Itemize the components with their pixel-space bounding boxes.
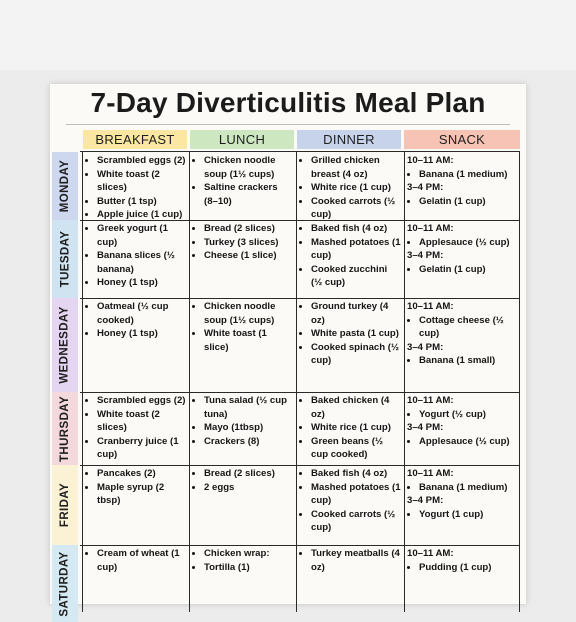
snack-item: • Yogurt (½ cup) <box>419 408 517 422</box>
meal-item: • Tuna salad (½ cup tuna) <box>204 394 293 421</box>
snack-item: • Banana (1 small) <box>419 354 517 368</box>
snack-item: • Yogurt (1 cup) <box>419 508 517 522</box>
dinner-list <box>299 467 401 535</box>
meal-item: • Baked chicken (4 oz) <box>311 394 401 421</box>
meal-item: • 2 eggs <box>204 481 293 495</box>
snack-list <box>407 561 517 575</box>
lunch-list <box>192 467 293 494</box>
day-name: SATURDAY <box>59 550 71 617</box>
meal-item: • Apple juice (1 cup) <box>97 208 186 222</box>
day-name: TUESDAY <box>59 230 72 288</box>
snack-list <box>407 481 517 495</box>
breakfast-cell-wednesday <box>82 298 189 392</box>
meal-item: • Chicken wrap: <box>204 547 293 561</box>
meal-item: • Ground turkey (4 oz) <box>311 300 401 327</box>
meal-item: • Chicken noodle soup (1½ cups) <box>204 300 293 327</box>
page-title: 7-Day Diverticulitis Meal Plan <box>90 87 486 118</box>
snack-time-label: 3–4 PM: <box>407 422 444 434</box>
meal-item: • Turkey (3 slices) <box>204 236 293 250</box>
meal-item: • Saltine crackers (8–10) <box>204 181 293 208</box>
snack-cell-saturday <box>404 545 520 622</box>
breakfast-list <box>85 222 186 290</box>
meal-item: • Grilled chicken breast (4 oz) <box>311 154 401 181</box>
day-label-tuesday <box>52 220 78 298</box>
lunch-cell-wednesday <box>189 298 296 392</box>
day-label-monday <box>52 152 78 220</box>
snack-list <box>407 236 517 250</box>
dinner-list <box>299 547 401 574</box>
lunch-cell-saturday <box>189 545 296 622</box>
lunch-list <box>192 394 293 448</box>
breakfast-list <box>85 300 186 341</box>
snack-list <box>407 195 517 209</box>
lunch-list <box>192 154 293 208</box>
snack-time-label: 10–11 AM: <box>407 223 454 234</box>
meal-item: • Butter (1 tsp) <box>97 195 186 209</box>
dinner-list <box>299 154 401 222</box>
snack-cell-tuesday <box>404 220 520 298</box>
meal-item: • Cream of wheat (1 cup) <box>97 547 186 574</box>
snack-time-label: 3–4 PM: <box>407 495 444 507</box>
lunch-cell-friday <box>189 465 296 545</box>
dinner-cell-friday <box>296 465 404 545</box>
snack-item: • Gelatin (1 cup) <box>419 195 517 209</box>
meal-item: • White toast (1 slice) <box>204 327 293 354</box>
breakfast-list <box>85 547 186 574</box>
meal-item: • Mayo (1tbsp) <box>204 421 293 435</box>
meal-item: • Honey (1 tsp) <box>97 327 186 341</box>
day-label-wednesday <box>52 298 78 392</box>
meal-item: • Cooked spinach (½ cup) <box>311 341 401 368</box>
snack-item: • Pudding (1 cup) <box>419 561 517 575</box>
snack-cell-thursday <box>404 392 520 465</box>
breakfast-cell-friday <box>82 465 189 545</box>
meal-item: • Turkey meatballs (4 oz) <box>311 547 401 574</box>
dinner-cell-wednesday <box>296 298 404 392</box>
snack-list <box>407 314 517 341</box>
meal-plan-table <box>59 151 520 617</box>
meal-item: • White rice (1 cup) <box>311 181 401 195</box>
dinner-list <box>299 300 401 368</box>
snack-list <box>407 435 517 449</box>
day-label-thursday <box>52 392 78 465</box>
meal-item: • Cooked carrots (½ cup) <box>311 508 401 535</box>
dinner-cell-monday <box>296 152 404 220</box>
meal-item: • Oatmeal (½ cup cooked) <box>97 300 186 327</box>
snack-time-label: 10–11 AM: <box>407 155 454 166</box>
title-divider <box>66 124 510 125</box>
snack-time-label: 10–11 AM: <box>407 395 454 406</box>
header-dinner: DINNER <box>297 130 401 149</box>
dinner-cell-thursday <box>296 392 404 465</box>
meal-item: • Pancakes (2) <box>97 467 186 481</box>
day-label-saturday <box>52 545 78 622</box>
meal-item: • Bread (2 slices) <box>204 467 293 481</box>
meal-item: • Cooked carrots (½ cup) <box>311 195 401 222</box>
snack-cell-friday <box>404 465 520 545</box>
breakfast-list <box>85 467 186 508</box>
meal-item: • Mashed potatoes (1 cup) <box>311 236 401 263</box>
breakfast-cell-monday <box>82 152 189 220</box>
dinner-cell-saturday <box>296 545 404 622</box>
meal-item: • Chicken noodle soup (1½ cups) <box>204 154 293 181</box>
day-label-friday <box>52 465 78 545</box>
day-name: FRIDAY <box>59 482 71 528</box>
meal-item: • Baked fish (4 oz) <box>311 222 401 236</box>
snack-item: • Banana (1 medium) <box>419 168 517 182</box>
snack-list <box>407 168 517 182</box>
breakfast-cell-saturday <box>82 545 189 622</box>
lunch-list <box>192 222 293 263</box>
snack-time-label: 10–11 AM: <box>407 301 454 312</box>
breakfast-list <box>85 154 186 222</box>
meal-item: • Cooked zucchini (½ cup) <box>311 263 401 290</box>
header-breakfast: BREAKFAST <box>83 130 187 149</box>
snack-list <box>407 354 517 368</box>
snack-time-label: 3–4 PM: <box>407 341 444 353</box>
breakfast-list <box>85 394 186 462</box>
snack-time-label: 3–4 PM: <box>407 250 444 262</box>
day-name: MONDAY <box>59 159 71 213</box>
lunch-list <box>192 547 293 574</box>
snack-item: • Gelatin (1 cup) <box>419 263 517 277</box>
meal-item: • Crackers (8) <box>204 435 293 449</box>
dinner-list <box>299 394 401 462</box>
snack-item: • Applesauce (½ cup) <box>419 236 517 250</box>
meal-item: • Bread (2 slices) <box>204 222 293 236</box>
background-top <box>0 0 576 70</box>
snack-time-label: 3–4 PM: <box>407 182 444 194</box>
meal-item: • Scrambled eggs (2) <box>97 394 186 408</box>
meal-item: • White pasta (1 cup) <box>311 327 401 341</box>
snack-item: • Applesauce (½ cup) <box>419 435 517 449</box>
lunch-cell-tuesday <box>189 220 296 298</box>
snack-list <box>407 408 517 422</box>
meal-item: • White rice (1 cup) <box>311 421 401 435</box>
meal-item: • Tortilla (1) <box>204 561 293 575</box>
breakfast-cell-thursday <box>82 392 189 465</box>
meal-item: • White toast (2 slices) <box>97 168 186 195</box>
meal-item: • Greek yogurt (1 cup) <box>97 222 186 249</box>
lunch-list <box>192 300 293 354</box>
meal-item: • Banana slices (½ banana) <box>97 249 186 276</box>
lunch-cell-thursday <box>189 392 296 465</box>
snack-item: • Banana (1 medium) <box>419 481 517 495</box>
snack-list <box>407 263 517 277</box>
meal-item: • Green beans (½ cup cooked) <box>311 435 401 462</box>
snack-list <box>407 508 517 522</box>
day-name: THURSDAY <box>59 395 72 462</box>
dinner-cell-tuesday <box>296 220 404 298</box>
meal-item: • Baked fish (4 oz) <box>311 467 401 481</box>
meal-item: • Honey (1 tsp) <box>97 276 186 290</box>
day-name: WEDNESDAY <box>59 306 71 384</box>
meal-item: • Maple syrup (2 tbsp) <box>97 481 186 508</box>
snack-time-label: 10–11 AM: <box>407 548 454 559</box>
breakfast-cell-tuesday <box>82 220 189 298</box>
meal-item: • Mashed potatoes (1 cup) <box>311 481 401 508</box>
lunch-cell-monday <box>189 152 296 220</box>
dinner-list <box>299 222 401 290</box>
header-snack: SNACK <box>404 130 520 149</box>
snack-cell-wednesday <box>404 298 520 392</box>
meal-item: • White toast (2 slices) <box>97 408 186 435</box>
meal-item: • Scrambled eggs (2) <box>97 154 186 168</box>
header-lunch: LUNCH <box>190 130 294 149</box>
meal-item: • Cranberry juice (1 cup) <box>97 435 186 462</box>
snack-item: • Cottage cheese (½ cup) <box>419 314 517 341</box>
meal-plan-sheet <box>50 84 526 617</box>
snack-cell-monday <box>404 152 520 220</box>
meal-item: • Cheese (1 slice) <box>204 249 293 263</box>
snack-time-label: 10–11 AM: <box>407 468 454 479</box>
